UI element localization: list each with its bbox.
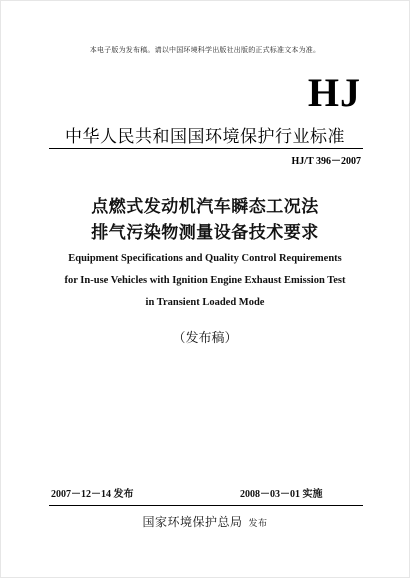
chinese-title-line-1: 点燃式发动机汽车瞬态工况法: [91, 197, 319, 217]
standard-code: HJ/T 396－2007: [291, 156, 361, 167]
english-title-line-1: Equipment Specifications and Quality Control Requirements: [68, 253, 342, 264]
publisher-line: [1, 513, 409, 530]
english-title-line-2: for In-use Vehicles with Ignition Engine Exhaust Emission Test: [64, 275, 346, 286]
bottom-divider: [49, 505, 363, 506]
implementation-date: 2008－03－01 实施: [240, 489, 323, 500]
chinese-title-line-2: 排气污染物测量设备技术要求: [91, 223, 319, 243]
standard-type-heading: 中华人民共和国国环境保护行业标准: [65, 127, 345, 147]
english-title-line-3: in Transient Loaded Mode: [145, 297, 265, 308]
publisher-suffix: 发布: [248, 519, 268, 529]
hj-logo: HJ: [307, 70, 361, 115]
publisher-name: 国家环境保护总局: [142, 515, 243, 529]
issue-date: 2007－12－14 发布: [51, 489, 134, 500]
release-notice: 本电子版为发布稿。请以中国环境科学出版社出版的正式标准文本为准。: [89, 46, 321, 54]
top-divider: [49, 148, 363, 149]
draft-label: （发布稿）: [172, 331, 238, 346]
